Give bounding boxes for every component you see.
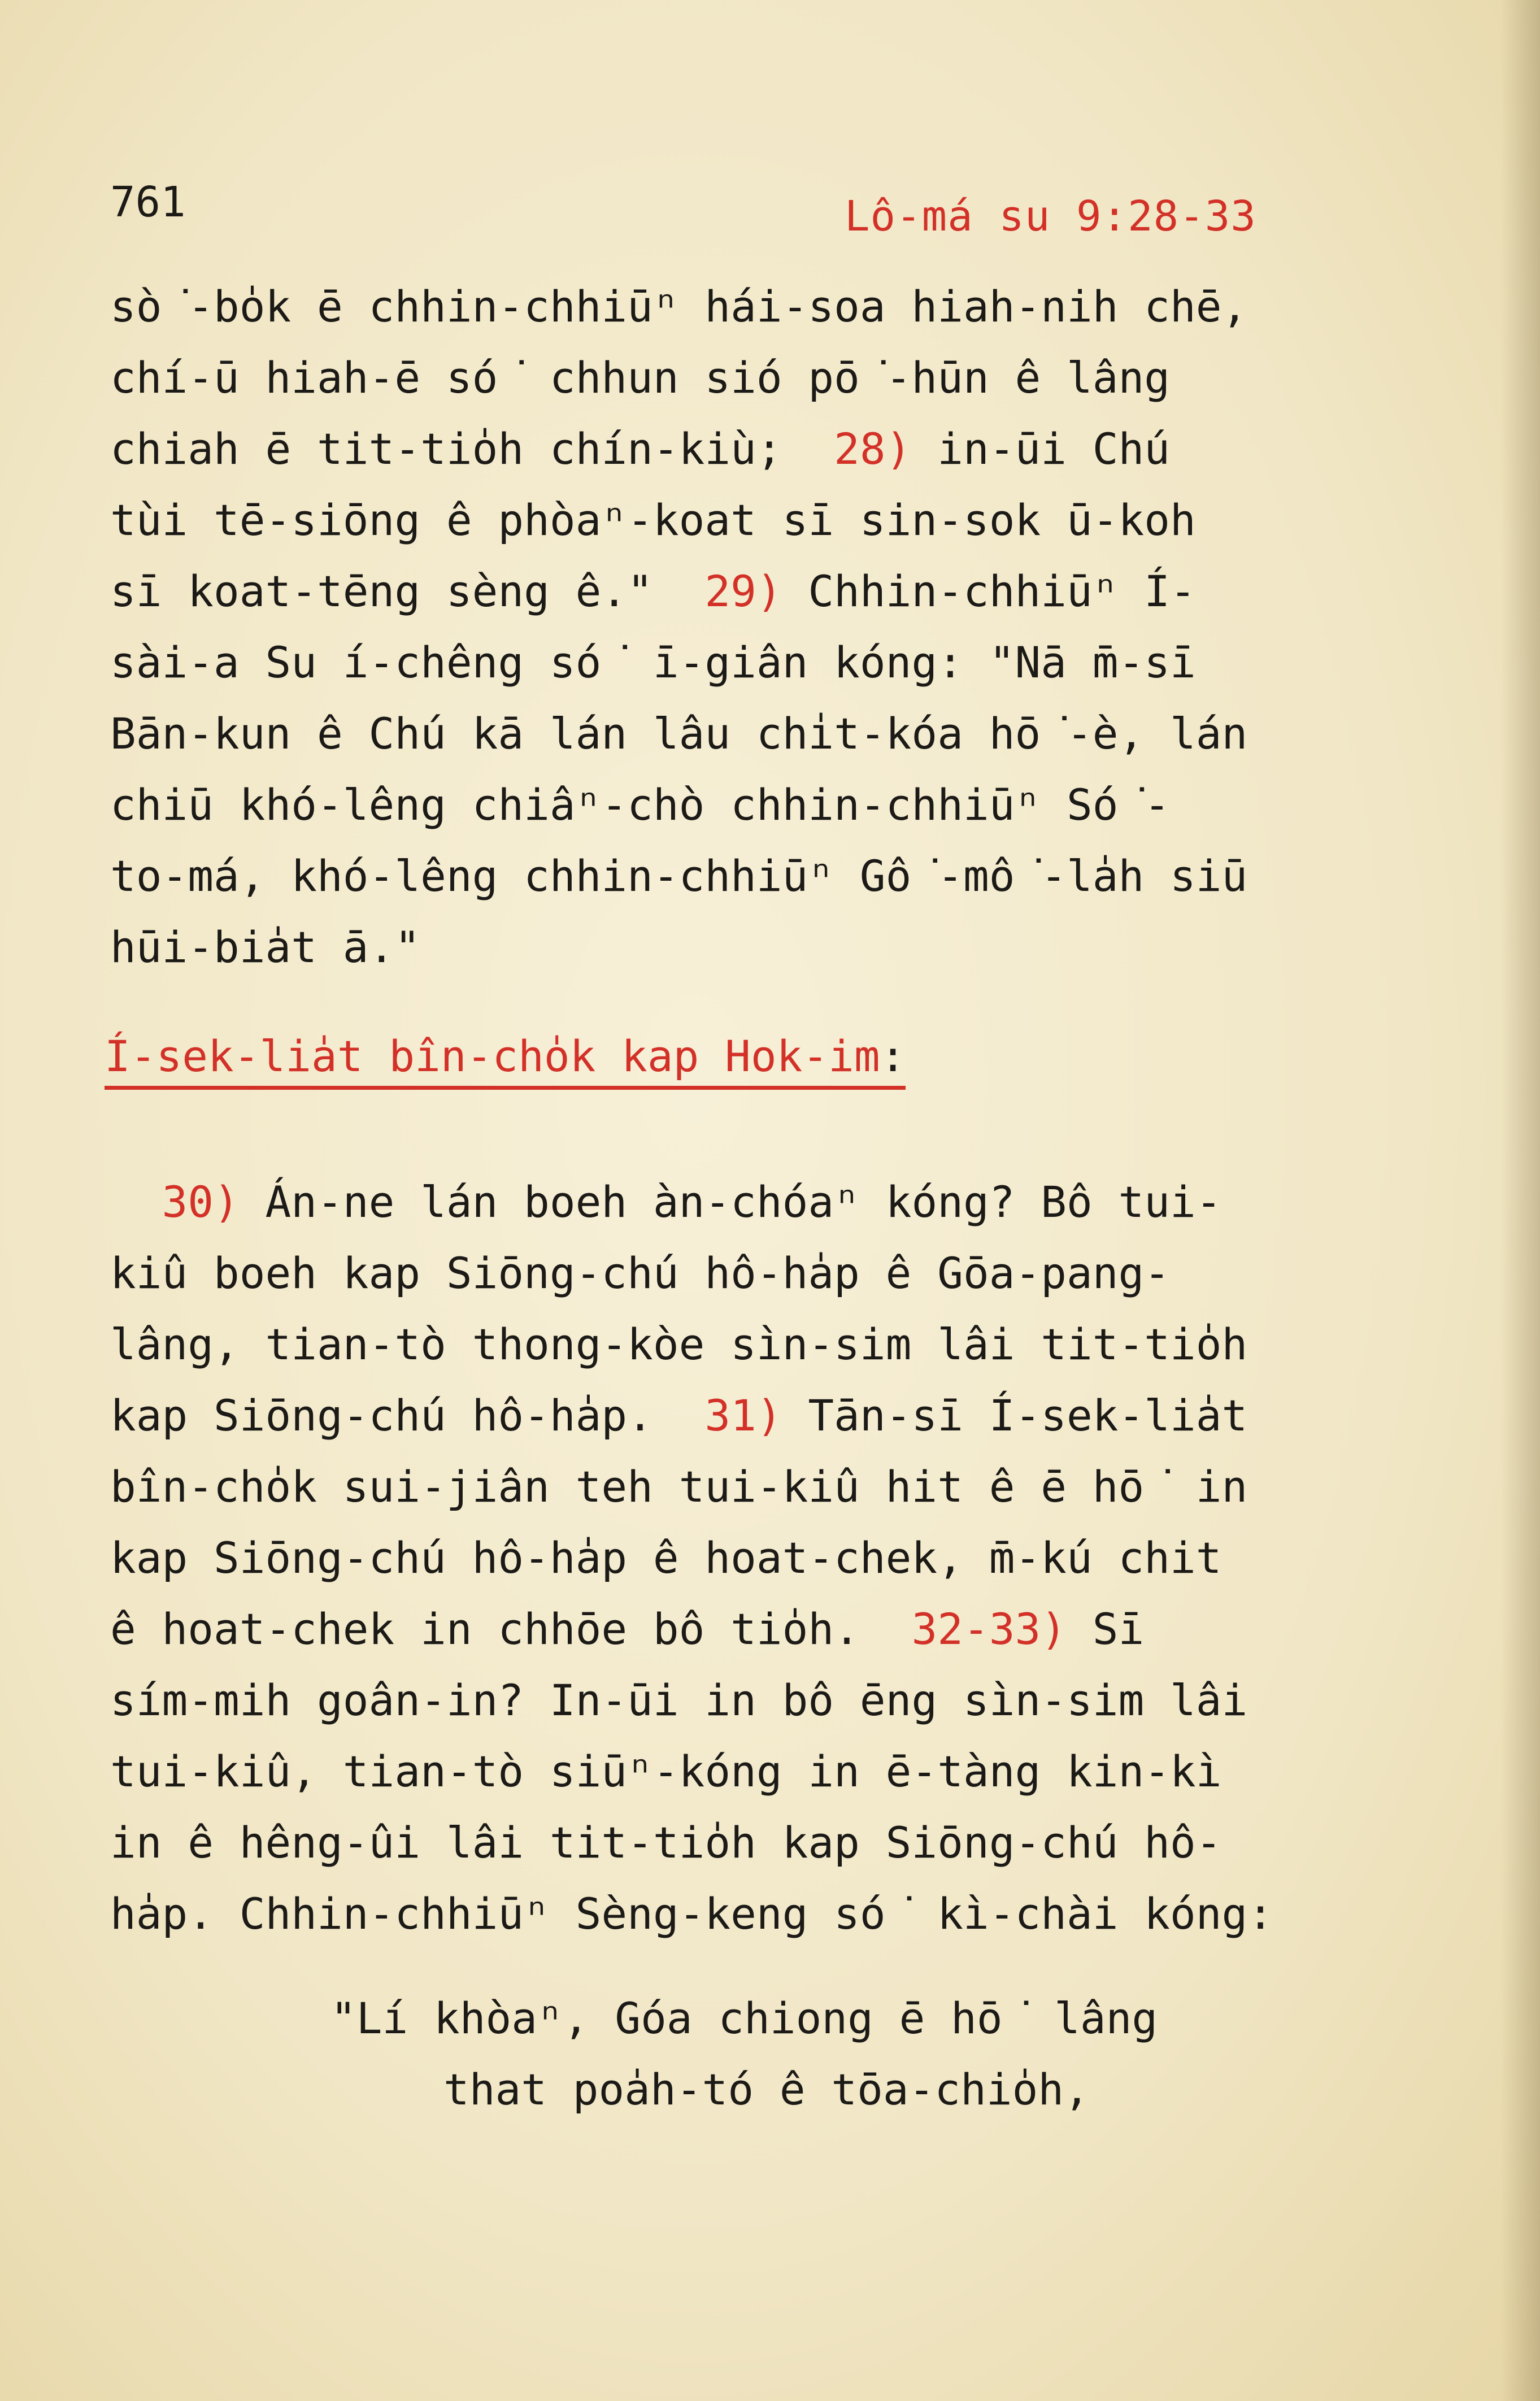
- text-line: bîn-cho̍k sui-jiân teh tui-kiû hit ê ē hō͘ in: [110, 1462, 1248, 1512]
- paragraph-continued: [110, 271, 1247, 983]
- text-line: chiū khó-lêng chiâⁿ-chò chhin-chhiūⁿ Só͘-: [110, 780, 1170, 830]
- verse-number: 28): [834, 424, 912, 474]
- text-line: chiah ē tit-tio̍h chín-kiù; 28) in-ūi Chú: [110, 424, 1171, 474]
- text-line: tùi tē-siōng ê phòaⁿ-koat sī sin-sok ū-koh: [110, 495, 1196, 545]
- quote-line: "Lí khòaⁿ, Góa chiong ē hō͘ lâng: [330, 1993, 1158, 2043]
- verse-number: 32-33): [911, 1604, 1067, 1654]
- verse-number: 29): [704, 566, 782, 616]
- paragraph-main: [110, 1167, 1273, 1950]
- text-line: kap Siōng-chú hô-ha̍p. 31) Tān-sī Í-sek-lia̍t: [110, 1390, 1248, 1441]
- text-line: Bān-kun ê Chú kā lán lâu chi̍t-kóa hō͘-è, lán: [110, 708, 1248, 759]
- text-line: ê hoat-chek in chhōe bô tio̍h. 32-33) Sī: [110, 1604, 1145, 1654]
- running-head: Lô-má su 9:28-33: [845, 192, 1256, 241]
- quote-line: that poa̍h-tó ê tōa-chio̍h,: [443, 2064, 1090, 2115]
- text-line: kap Siōng-chú hô-ha̍p ê hoat-chek, m̄-kú chit: [110, 1533, 1222, 1583]
- text-line: sī koat-tēng sèng ê." 29) Chhin-chhiūⁿ Í-: [110, 566, 1196, 616]
- page-number: 761: [110, 178, 186, 227]
- verse-number: 30): [162, 1177, 240, 1227]
- text-line: kiû boeh kap Siōng-chú hô-ha̍p ê Gōa-pang-: [110, 1248, 1170, 1298]
- text-line: sò͘-bo̍k ē chhin-chhiūⁿ hái-soa hiah-nih chē,: [110, 281, 1248, 332]
- verse-number: 31): [704, 1390, 782, 1441]
- text-line: to-má, khó-lêng chhin-chhiūⁿ Gô͘-mô͘-la̍h siū: [110, 851, 1248, 901]
- text-line: ha̍p. Chhin-chhiūⁿ Sèng-keng só͘ kì-chài kóng:: [110, 1889, 1274, 1939]
- text-line: chí-ū hiah-ē só͘ chhun sió pō͘-hūn ê lâng: [110, 353, 1170, 403]
- text-line: sím-mih goân-in? In-ūi in bô ēng sìn-sim lâi: [110, 1675, 1248, 1725]
- text-line: tui-kiû, tian-tò siūⁿ-kóng in ē-tàng kin-kì: [110, 1746, 1222, 1797]
- text-line: hūi-bia̍t ā.": [110, 922, 421, 972]
- text-line: 30) Án-ne lán boeh àn-chóaⁿ kóng? Bô tui-: [162, 1177, 1222, 1227]
- scripture-quote: [330, 1983, 1158, 2125]
- text-line: in ê hêng-ûi lâi tit-tio̍h kap Siōng-chú hô-: [110, 1817, 1222, 1868]
- text-line: lâng, tian-tò thong-kòe sìn-sim lâi tit-tio̍h: [110, 1319, 1248, 1369]
- section-heading: Í-sek-lia̍t bîn-cho̍k kap Hok-im:: [105, 1031, 906, 1090]
- text-line: sài-a Su í-chêng só͘ ī-giân kóng: "Nā m̄-sī: [110, 637, 1196, 688]
